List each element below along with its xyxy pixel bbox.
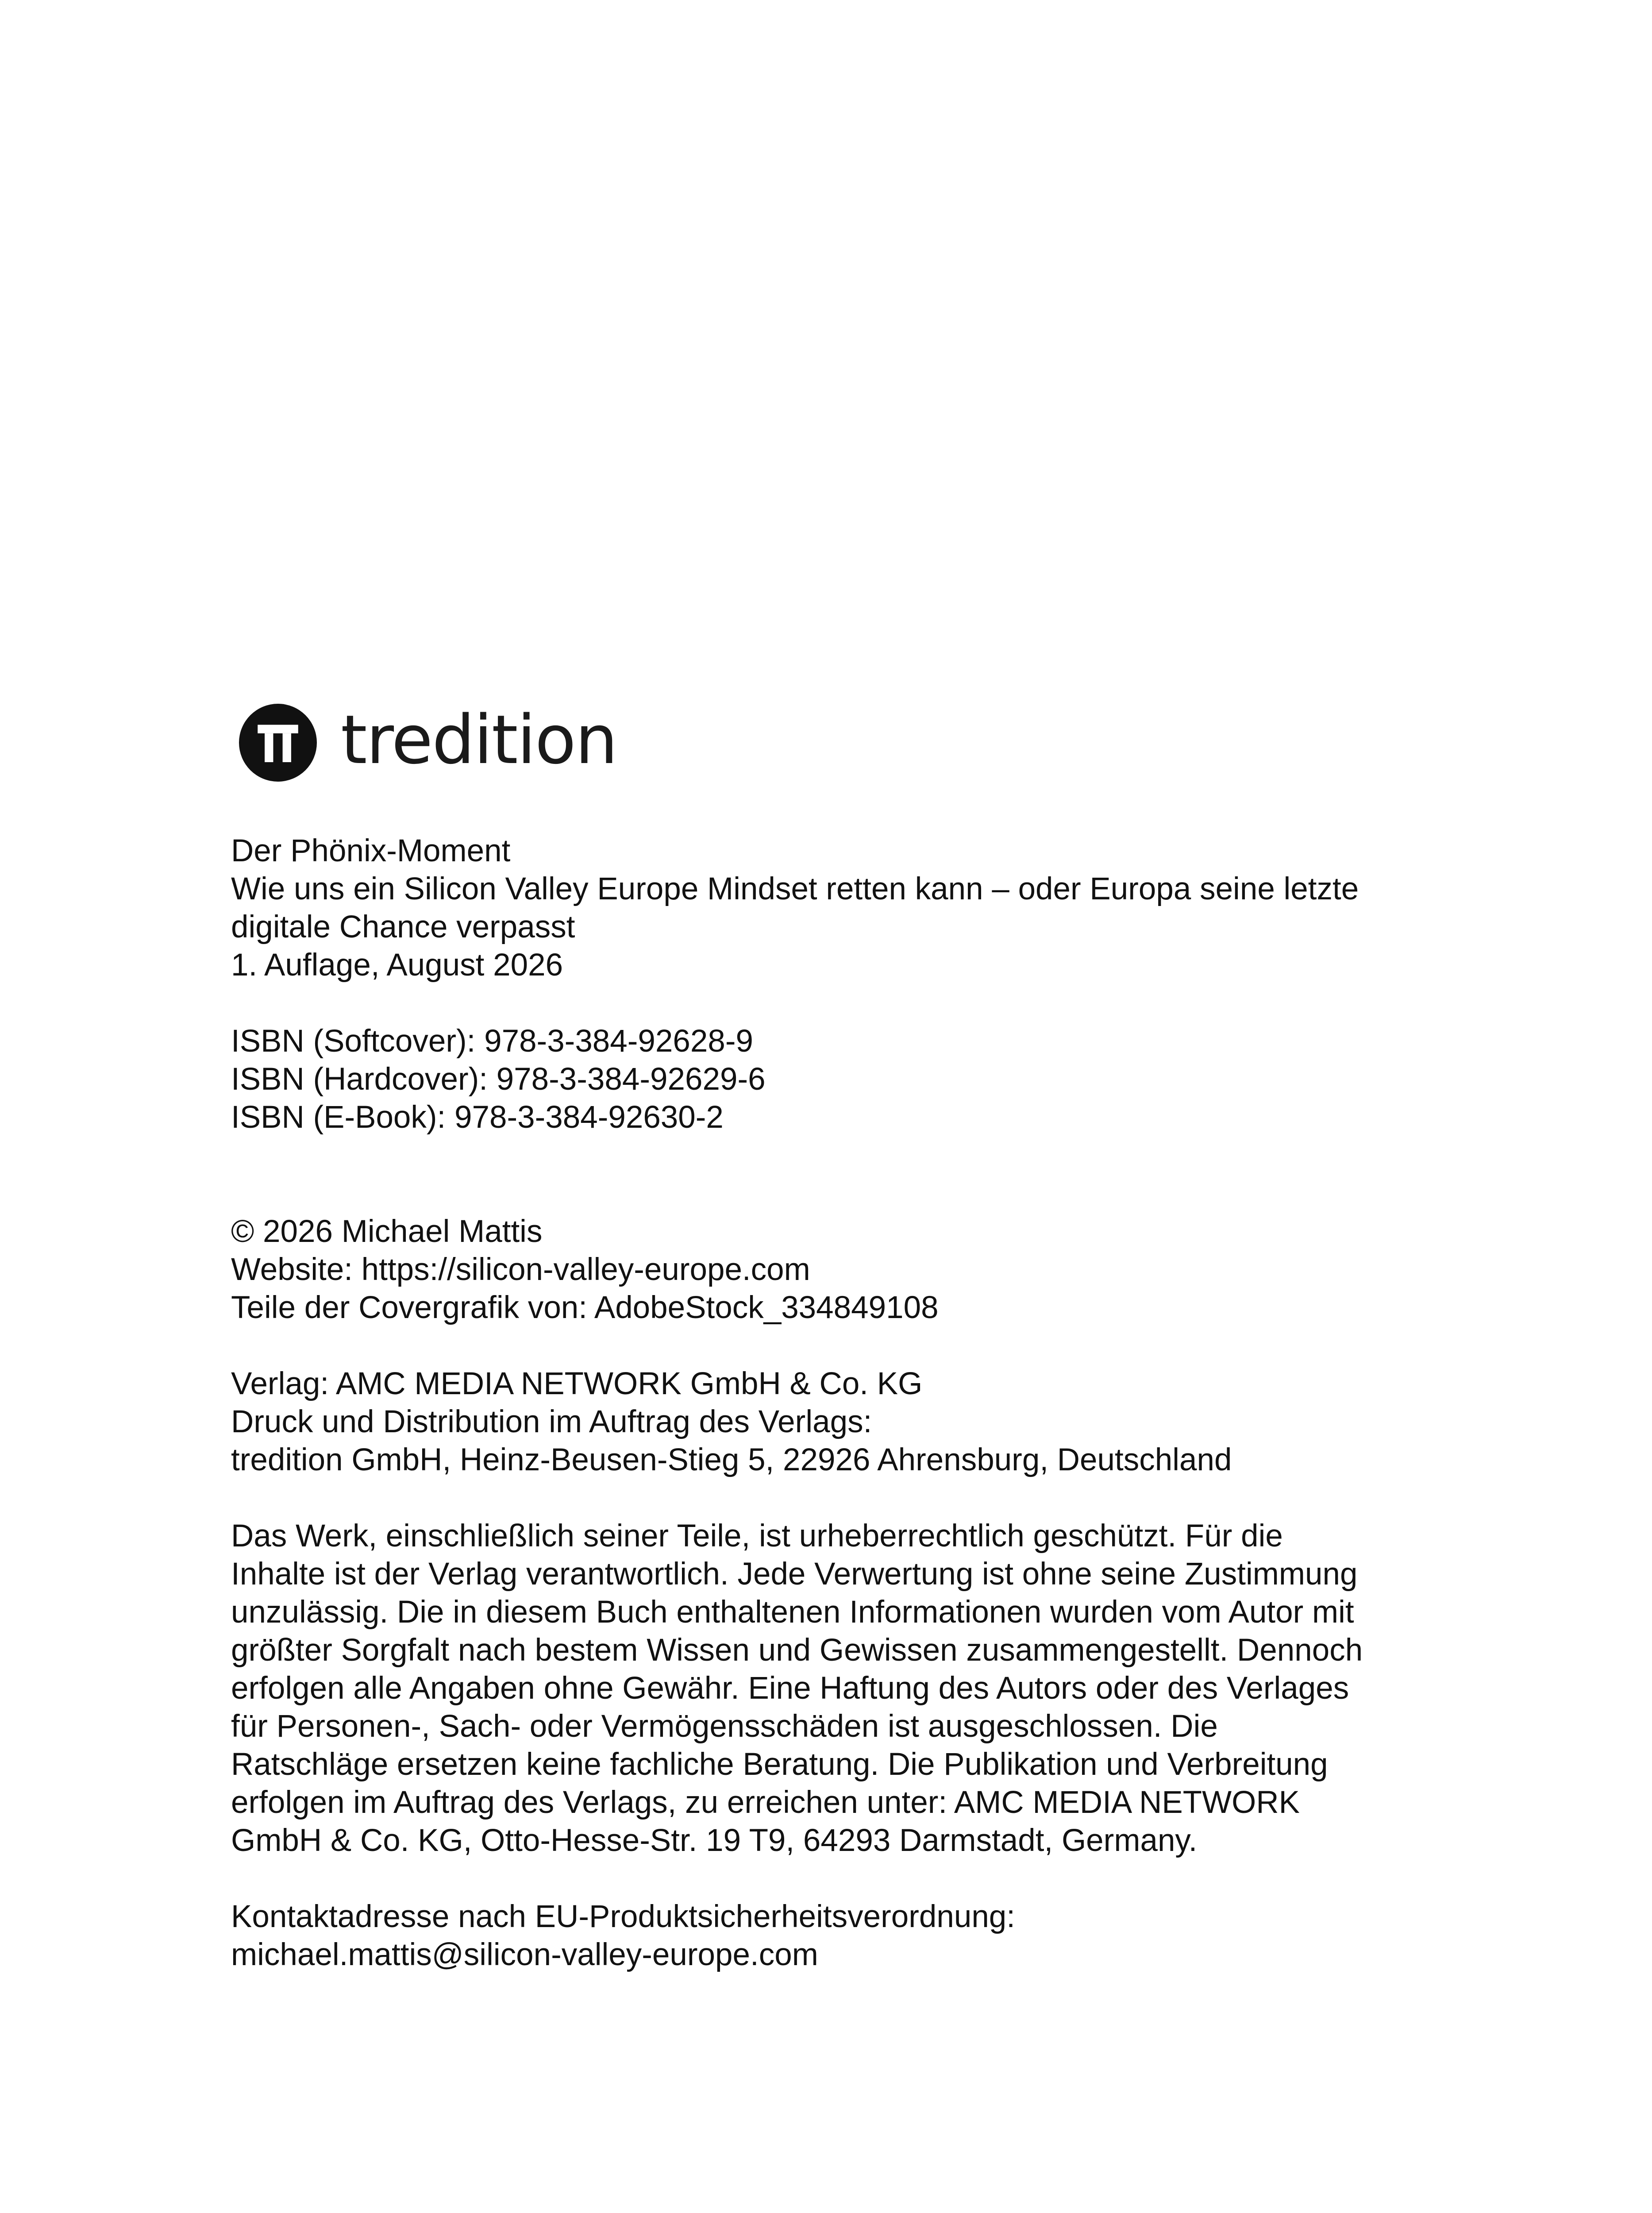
- book-subtitle-line-2: digitale Chance verpasst: [231, 910, 575, 945]
- book-title: Der Phönix-Moment: [231, 833, 511, 868]
- cover-credit-line: Teile der Covergrafik von: AdobeStock_334849108: [231, 1290, 939, 1325]
- legal-line: GmbH & Co. KG, Otto-Hesse-Str. 19 T9, 64293 Darmstadt, Germany.: [231, 1823, 1198, 1858]
- publisher-logo: [239, 701, 617, 782]
- contact-block: [231, 1898, 1461, 1974]
- legal-line: Das Werk, einschließlich seiner Teile, ist urheberrechtlich geschützt. Für die: [231, 1519, 1283, 1554]
- isbn-softcover: ISBN (Softcover): 978-3-384-92628-9: [231, 1024, 753, 1059]
- publisher-block: [231, 1365, 1461, 1479]
- verlag-line: Verlag: AMC MEDIA NETWORK GmbH & Co. KG: [231, 1366, 923, 1401]
- copyright-block: [231, 1213, 1461, 1327]
- legal-line: erfolgen im Auftrag des Verlags, zu erreichen unter: AMC MEDIA NETWORK: [231, 1785, 1300, 1820]
- isbn-ebook: ISBN (E-Book): 978-3-384-92630-2: [231, 1100, 724, 1135]
- imprint-content: [231, 832, 1461, 1974]
- legal-line: für Personen-, Sach- oder Vermögensschäden ist ausgeschlossen. Die: [231, 1709, 1218, 1744]
- edition-line: 1. Auflage, August 2026: [231, 948, 563, 983]
- tredition-logo-icon: [239, 704, 317, 782]
- legal-line: größter Sorgfalt nach bestem Wissen und Gewissen zusammengestellt. Dennoch: [231, 1633, 1363, 1668]
- website-line: Website: https://silicon-valley-europe.com: [231, 1252, 810, 1287]
- book-subtitle-line-1: Wie uns ein Silicon Valley Europe Mindset retten kann – oder Europa seine letzte: [231, 871, 1359, 906]
- publisher-logo-text: tredition: [341, 701, 617, 779]
- isbn-hardcover: ISBN (Hardcover): 978-3-384-92629-6: [231, 1062, 766, 1097]
- copyright-line: © 2026 Michael Mattis: [231, 1214, 543, 1249]
- legal-line: Inhalte ist der Verlag verantwortlich. Jede Verwertung ist ohne seine Zustimmung: [231, 1557, 1358, 1592]
- print-distribution-line-1: Druck und Distribution im Auftrag des Verlags:: [231, 1404, 872, 1439]
- legal-notice-block: [231, 1517, 1461, 1860]
- print-distribution-line-2: tredition GmbH, Heinz-Beusen-Stieg 5, 22926 Ahrensburg, Deutschland: [231, 1442, 1232, 1477]
- legal-line: unzulässig. Die in diesem Buch enthaltenen Informationen wurden vom Autor mit: [231, 1595, 1354, 1630]
- title-block: [231, 832, 1461, 984]
- legal-line: Ratschläge ersetzen keine fachliche Beratung. Die Publikation und Verbreitung: [231, 1747, 1328, 1782]
- legal-line: erfolgen alle Angaben ohne Gewähr. Eine Haftung des Autors oder des Verlages: [231, 1671, 1349, 1706]
- contact-label: Kontaktadresse nach EU-Produktsicherheitsverordnung:: [231, 1899, 1016, 1934]
- isbn-block: [231, 1022, 1461, 1137]
- contact-email: michael.mattis@silicon-valley-europe.com: [231, 1937, 818, 1972]
